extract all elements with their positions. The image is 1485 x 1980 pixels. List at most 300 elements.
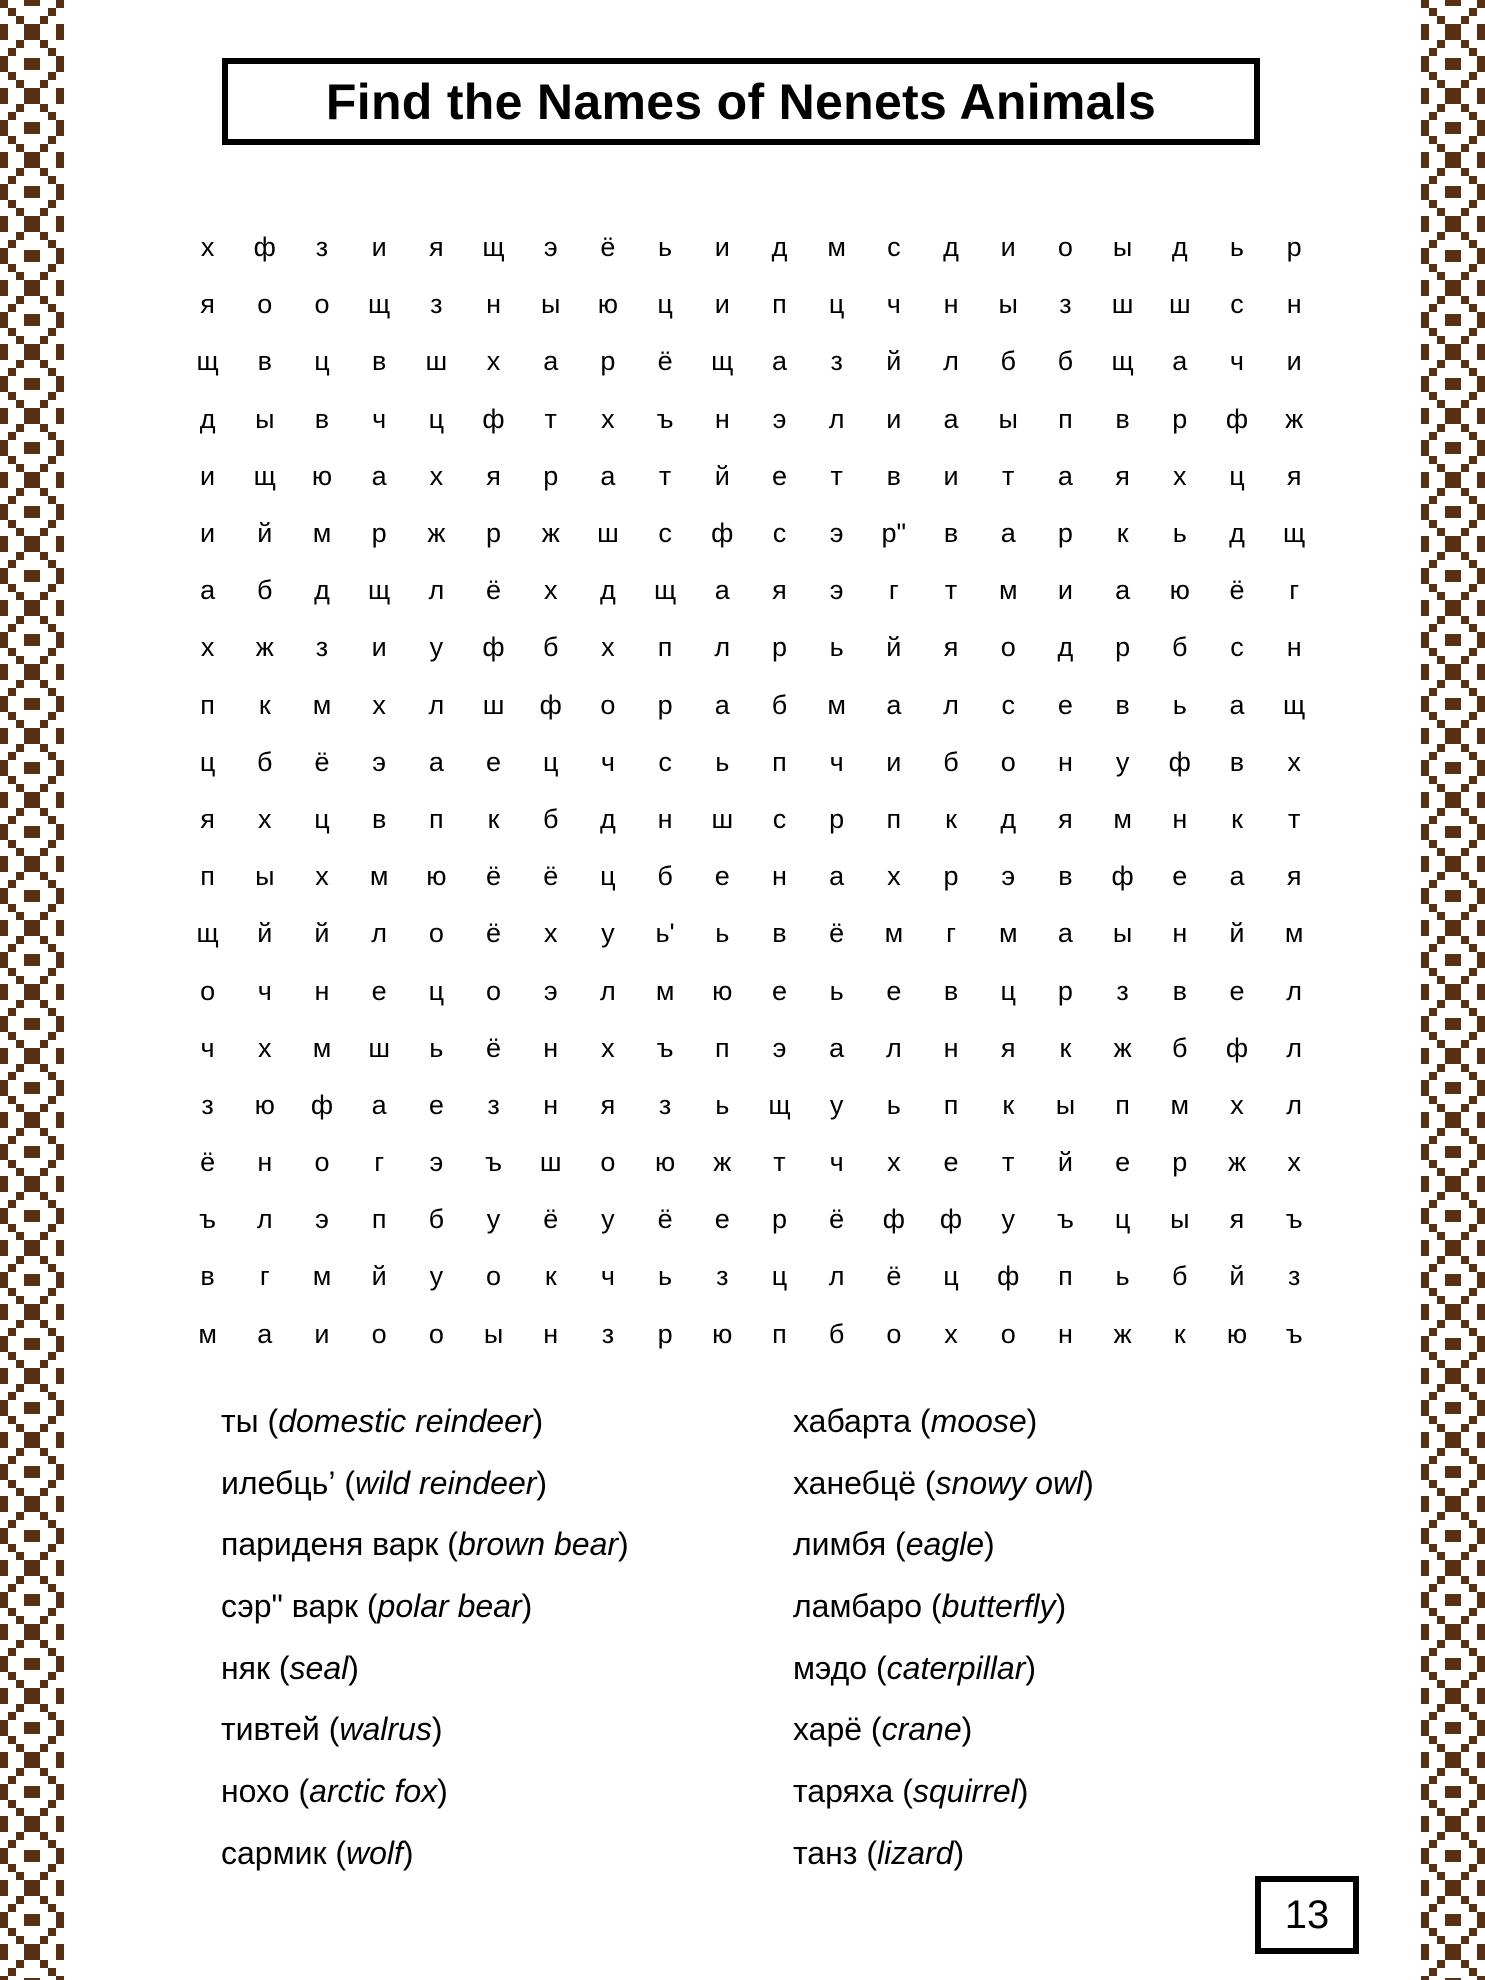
grid-cell[interactable]: щ [1283,518,1306,549]
grid-cell[interactable]: ф [253,232,276,263]
grid-cell[interactable]: ф [939,1204,963,1235]
grid-cell[interactable]: р [1172,1147,1188,1178]
grid-cell[interactable]: с [772,518,787,549]
grid-cell[interactable]: ш [425,346,448,377]
grid-cell[interactable]: й [257,518,273,549]
grid-cell[interactable]: ч [600,1261,615,1292]
grid-cell[interactable]: м [1170,1089,1190,1120]
grid-cell[interactable]: х [486,346,501,377]
grid-cell[interactable]: ц [828,289,845,320]
grid-cell[interactable]: р [1286,232,1302,263]
grid-cell[interactable]: ё [886,1261,902,1292]
grid-cell[interactable]: ш [711,803,734,834]
grid-cell[interactable]: ц [1229,460,1245,491]
grid-cell[interactable]: а [829,861,845,892]
grid-cell[interactable]: м [312,518,332,549]
grid-cell[interactable]: о [600,689,616,720]
grid-cell[interactable]: в [1058,861,1073,892]
grid-cell[interactable]: п [1058,1261,1073,1292]
grid-cell[interactable]: п [200,689,215,720]
grid-cell[interactable]: х [944,1318,958,1349]
grid-cell[interactable]: э [829,575,844,606]
grid-cell[interactable]: з [430,289,443,320]
grid-cell[interactable]: ц [428,403,445,434]
grid-cell[interactable]: ж [1113,1032,1132,1063]
grid-cell[interactable]: ц [1000,975,1016,1006]
grid-cell[interactable]: х [887,1147,901,1178]
grid-cell[interactable]: х [1230,1089,1244,1120]
grid-cell[interactable]: ъ [199,1204,217,1235]
grid-cell[interactable]: с [1230,632,1244,663]
grid-cell[interactable]: б [542,803,559,834]
grid-cell[interactable]: р [543,460,559,491]
grid-cell[interactable]: х [601,403,615,434]
grid-cell[interactable]: щ [196,346,219,377]
grid-cell[interactable]: л [714,632,731,663]
grid-cell[interactable]: м [884,918,904,949]
grid-cell[interactable]: н [657,803,673,834]
grid-cell[interactable]: н [943,289,959,320]
grid-cell[interactable]: л [1286,1089,1303,1120]
grid-cell[interactable]: о [371,1318,387,1349]
grid-cell[interactable]: я [600,1089,616,1120]
grid-cell[interactable]: ё [200,1147,216,1178]
grid-cell[interactable]: р [771,1204,787,1235]
grid-cell[interactable]: е [371,975,387,1006]
grid-cell[interactable]: л [885,1032,902,1063]
grid-cell[interactable]: и [943,460,959,491]
grid-cell[interactable]: ы [483,1318,504,1349]
grid-cell[interactable]: щ [768,1089,791,1120]
grid-cell[interactable]: р [486,518,502,549]
grid-cell[interactable]: п [200,861,215,892]
grid-cell[interactable]: ь [658,232,673,263]
grid-cell[interactable]: о [314,289,330,320]
grid-cell[interactable]: ё [486,918,502,949]
grid-cell[interactable]: ё [829,918,845,949]
grid-cell[interactable]: з [830,346,843,377]
grid-cell[interactable]: ю [597,289,619,320]
grid-cell[interactable]: й [886,632,902,663]
grid-cell[interactable]: л [371,918,388,949]
grid-cell[interactable]: м [1284,918,1304,949]
grid-cell[interactable]: э [543,232,558,263]
grid-cell[interactable]: э [543,975,558,1006]
grid-cell[interactable]: ь [715,746,730,777]
grid-cell[interactable]: ц [314,803,330,834]
grid-cell[interactable]: у [486,1204,501,1235]
grid-cell[interactable]: п [1115,1089,1130,1120]
grid-cell[interactable]: п [772,289,787,320]
grid-cell[interactable]: х [543,918,558,949]
grid-cell[interactable]: з [658,1089,672,1120]
grid-cell[interactable]: п [943,1089,959,1120]
grid-cell[interactable]: я [1000,1032,1016,1063]
grid-cell[interactable]: ы [1170,1204,1190,1235]
grid-cell[interactable]: ф [1111,861,1134,892]
grid-cell[interactable]: й [714,460,730,491]
grid-cell[interactable]: п [429,803,444,834]
grid-cell[interactable]: и [371,232,387,263]
grid-cell[interactable]: о [314,1147,330,1178]
grid-cell[interactable]: а [1229,689,1245,720]
grid-cell[interactable]: з [1059,289,1072,320]
grid-cell[interactable]: о [1057,232,1073,263]
grid-cell[interactable]: б [257,575,273,606]
grid-cell[interactable]: ь [429,1032,444,1063]
grid-cell[interactable]: е [886,975,902,1006]
grid-cell[interactable]: ъ [1056,1204,1074,1235]
grid-cell[interactable]: в [1172,975,1187,1006]
grid-cell[interactable]: н [1057,1318,1073,1349]
grid-cell[interactable]: б [657,861,673,892]
grid-cell[interactable]: с [1230,289,1244,320]
grid-cell[interactable]: а [200,575,216,606]
grid-cell[interactable]: щ [368,575,391,606]
grid-cell[interactable]: р [943,861,959,892]
grid-cell[interactable]: ю [311,460,333,491]
grid-cell[interactable]: я [1286,861,1302,892]
grid-cell[interactable]: в [943,975,959,1006]
grid-cell[interactable]: н [543,1089,559,1120]
grid-cell[interactable]: к [1173,1318,1186,1349]
grid-cell[interactable]: ё [486,861,502,892]
grid-cell[interactable]: м [312,1261,332,1292]
grid-cell[interactable]: ё [543,861,559,892]
grid-cell[interactable]: е [1172,861,1188,892]
grid-cell[interactable]: ь [715,918,730,949]
grid-cell[interactable]: х [1287,1147,1301,1178]
grid-cell[interactable]: й [1229,1261,1245,1292]
grid-cell[interactable]: к [1059,1032,1072,1063]
grid-cell[interactable]: е [771,460,787,491]
grid-cell[interactable]: л [600,975,616,1006]
grid-cell[interactable]: я [200,289,215,320]
grid-cell[interactable]: а [371,1089,387,1120]
grid-cell[interactable]: т [944,575,958,606]
grid-cell[interactable]: с [1001,689,1015,720]
grid-cell[interactable]: й [314,918,330,949]
grid-cell[interactable]: л [428,575,445,606]
grid-cell[interactable]: в [772,918,787,949]
grid-cell[interactable]: ё [314,746,330,777]
grid-cell[interactable]: ы [998,403,1018,434]
grid-cell[interactable]: й [1057,1147,1073,1178]
grid-cell[interactable]: б [1172,1261,1188,1292]
grid-cell[interactable]: н [1172,803,1188,834]
grid-cell[interactable]: ф [1225,1032,1249,1063]
grid-cell[interactable]: н [772,861,787,892]
grid-cell[interactable]: ы [1112,232,1133,263]
grid-cell[interactable]: и [314,1318,330,1349]
grid-cell[interactable]: э [829,518,844,549]
grid-cell[interactable]: б [1057,346,1074,377]
grid-cell[interactable]: а [428,746,444,777]
grid-cell[interactable]: щ [1283,689,1306,720]
grid-cell[interactable]: з [601,1318,615,1349]
grid-cell[interactable]: ь [1229,232,1244,263]
grid-cell[interactable]: м [369,861,389,892]
grid-cell[interactable]: е [771,975,787,1006]
grid-cell[interactable]: э [772,403,787,434]
grid-cell[interactable]: е [714,1204,730,1235]
grid-cell[interactable]: ь [715,1089,730,1120]
grid-cell[interactable]: ё [829,1204,845,1235]
grid-cell[interactable]: х [315,861,329,892]
grid-cell[interactable]: н [1172,918,1188,949]
grid-cell[interactable]: б [428,1204,445,1235]
grid-cell[interactable]: о [428,918,444,949]
grid-cell[interactable]: ъ [656,403,674,434]
grid-cell[interactable]: ь [829,632,844,663]
grid-cell[interactable]: с [658,746,672,777]
grid-cell[interactable]: ж [1113,1318,1132,1349]
grid-cell[interactable]: х [1173,460,1187,491]
grid-cell[interactable]: ф [482,632,505,663]
grid-cell[interactable]: е [714,861,730,892]
grid-cell[interactable]: ч [886,289,901,320]
grid-cell[interactable]: щ [711,346,734,377]
grid-cell[interactable]: я [1115,460,1130,491]
grid-cell[interactable]: з [1116,975,1129,1006]
grid-cell[interactable]: х [1287,746,1301,777]
grid-cell[interactable]: ю [1169,575,1190,606]
grid-cell[interactable]: н [257,1147,273,1178]
grid-cell[interactable]: б [828,1318,845,1349]
grid-cell[interactable]: а [543,346,559,377]
grid-cell[interactable]: а [257,1318,273,1349]
grid-cell[interactable]: л [428,689,445,720]
grid-cell[interactable]: ц [771,1261,788,1292]
grid-cell[interactable]: д [1057,632,1074,663]
grid-cell[interactable]: в [371,346,387,377]
grid-cell[interactable]: ы [1055,1089,1076,1120]
grid-cell[interactable]: п [886,803,902,834]
grid-cell[interactable]: ц [314,346,330,377]
grid-cell[interactable]: н [314,975,330,1006]
grid-cell[interactable]: р [829,803,845,834]
grid-cell[interactable]: т [658,460,672,491]
grid-cell[interactable]: о [486,975,502,1006]
grid-cell[interactable]: л [828,403,845,434]
grid-cell[interactable]: к [544,1261,557,1292]
grid-cell[interactable]: б [1172,632,1188,663]
grid-cell[interactable]: э [315,1204,329,1235]
grid-cell[interactable]: е [1057,689,1073,720]
grid-cell[interactable]: р [1057,975,1073,1006]
grid-cell[interactable]: б [771,689,788,720]
grid-cell[interactable]: ц [657,289,673,320]
grid-cell[interactable]: ж [255,632,274,663]
grid-cell[interactable]: у [429,632,444,663]
grid-cell[interactable]: а [829,1032,845,1063]
grid-cell[interactable]: к [1231,803,1243,834]
grid-cell[interactable]: ь [1115,1261,1130,1292]
grid-cell[interactable]: х [601,632,615,663]
grid-cell[interactable]: к [487,803,500,834]
grid-cell[interactable]: о [1000,746,1016,777]
grid-cell[interactable]: а [1229,861,1245,892]
grid-cell[interactable]: р [657,689,673,720]
grid-cell[interactable]: и [200,518,216,549]
grid-cell[interactable]: р [600,346,616,377]
grid-cell[interactable]: а [1057,460,1073,491]
grid-cell[interactable]: у [429,1261,444,1292]
grid-cell[interactable]: и [1057,575,1073,606]
grid-cell[interactable]: я [1058,803,1073,834]
grid-cell[interactable]: ё [1229,575,1245,606]
grid-cell[interactable]: м [1113,803,1132,834]
grid-cell[interactable]: з [201,1089,214,1120]
grid-cell[interactable]: р" [881,518,907,549]
grid-cell[interactable]: я [943,632,959,663]
grid-cell[interactable]: е [428,1089,444,1120]
grid-cell[interactable]: а [600,460,616,491]
grid-cell[interactable]: ш [1111,289,1134,320]
grid-cell[interactable]: р [1115,632,1131,663]
grid-cell[interactable]: д [1000,803,1017,834]
grid-cell[interactable]: т [1002,460,1015,491]
grid-cell[interactable]: х [601,1032,615,1063]
grid-cell[interactable]: ч [829,1147,844,1178]
grid-cell[interactable]: г [888,575,899,606]
grid-cell[interactable]: л [256,1204,273,1235]
grid-cell[interactable]: у [601,918,615,949]
grid-cell[interactable]: н [486,289,501,320]
grid-cell[interactable]: д [943,232,959,263]
grid-cell[interactable]: в [943,518,959,549]
grid-cell[interactable]: я [772,575,787,606]
grid-cell[interactable]: н [543,1318,559,1349]
grid-cell[interactable]: ц [542,746,559,777]
grid-cell[interactable]: ж [713,1147,732,1178]
grid-cell[interactable]: и [714,232,730,263]
grid-cell[interactable]: к [945,803,957,834]
grid-cell[interactable]: к [1116,518,1129,549]
grid-cell[interactable]: в [371,803,387,834]
grid-cell[interactable]: м [655,975,675,1006]
grid-cell[interactable]: х [543,575,558,606]
grid-cell[interactable]: а [886,689,902,720]
grid-cell[interactable]: т [830,460,843,491]
grid-cell[interactable]: з [315,632,329,663]
grid-cell[interactable]: ъ [1285,1204,1303,1235]
grid-cell[interactable]: ж [1285,403,1304,434]
grid-cell[interactable]: а [771,346,787,377]
grid-cell[interactable]: с [772,803,787,834]
grid-cell[interactable]: в [1115,403,1130,434]
grid-cell[interactable]: р [657,1318,673,1349]
grid-cell[interactable]: л [1286,1032,1303,1063]
grid-cell[interactable]: ф [482,403,505,434]
grid-cell[interactable]: н [543,1032,559,1063]
grid-cell[interactable]: ы [255,861,275,892]
grid-cell[interactable]: п [371,1204,387,1235]
grid-cell[interactable]: ъ [485,1147,502,1178]
grid-cell[interactable]: й [371,1261,387,1292]
grid-cell[interactable]: ю [712,1318,733,1349]
grid-cell[interactable]: г [1289,575,1300,606]
grid-cell[interactable]: х [258,803,272,834]
grid-cell[interactable]: н [714,403,730,434]
grid-cell[interactable]: у [1115,746,1130,777]
grid-cell[interactable]: ц [600,861,616,892]
grid-cell[interactable]: ф [310,1089,334,1120]
grid-cell[interactable]: ф [539,689,562,720]
grid-cell[interactable]: ё [486,1032,502,1063]
grid-cell[interactable]: ф [711,518,734,549]
grid-cell[interactable]: м [998,918,1018,949]
grid-cell[interactable]: о [200,975,216,1006]
grid-cell[interactable]: й [257,918,273,949]
grid-cell[interactable]: й [886,346,902,377]
grid-cell[interactable]: ё [543,1204,559,1235]
grid-cell[interactable]: с [887,232,901,263]
grid-cell[interactable]: н [1057,746,1073,777]
grid-cell[interactable]: э [429,1147,444,1178]
grid-cell[interactable]: и [714,289,730,320]
grid-cell[interactable]: п [657,632,673,663]
grid-cell[interactable]: ч [600,746,615,777]
grid-cell[interactable]: ж [1227,1147,1246,1178]
grid-cell[interactable]: л [943,346,959,377]
grid-cell[interactable]: ю [654,1147,676,1178]
grid-cell[interactable]: ф [1168,746,1191,777]
grid-cell[interactable]: ё [486,575,502,606]
grid-cell[interactable]: а [943,403,959,434]
grid-cell[interactable]: ё [657,1204,673,1235]
grid-cell[interactable]: п [772,1318,787,1349]
grid-cell[interactable]: т [1287,803,1301,834]
grid-cell[interactable]: ы [541,289,561,320]
grid-cell[interactable]: в [1229,746,1245,777]
grid-cell[interactable]: в [886,460,902,491]
grid-cell[interactable]: м [198,1318,217,1349]
grid-cell[interactable]: ь [1172,689,1187,720]
grid-cell[interactable]: о [1000,632,1016,663]
grid-cell[interactable]: э [772,1032,787,1063]
grid-cell[interactable]: ъ [1285,1318,1303,1349]
grid-cell[interactable]: з [487,1089,500,1120]
grid-cell[interactable]: у [829,1089,844,1120]
grid-cell[interactable]: д [314,575,330,606]
grid-cell[interactable]: я [1229,1204,1245,1235]
grid-cell[interactable]: л [1286,975,1303,1006]
grid-cell[interactable]: и [886,746,902,777]
grid-cell[interactable]: ш [368,1032,390,1063]
grid-cell[interactable]: е [1229,975,1245,1006]
grid-cell[interactable]: л [828,1261,845,1292]
grid-cell[interactable]: о [428,1318,444,1349]
grid-cell[interactable]: ф [1225,403,1249,434]
grid-cell[interactable]: р [1057,518,1073,549]
grid-cell[interactable]: з [716,1261,729,1292]
grid-cell[interactable]: ш [597,518,619,549]
grid-cell[interactable]: ш [539,1147,562,1178]
grid-cell[interactable]: п [772,746,787,777]
grid-cell[interactable]: ц [199,746,216,777]
grid-cell[interactable]: м [827,689,846,720]
grid-cell[interactable]: ю [254,1089,275,1120]
grid-cell[interactable]: р [1172,403,1188,434]
grid-cell[interactable]: х [887,861,901,892]
grid-cell[interactable]: д [771,232,788,263]
grid-cell[interactable]: т [544,403,557,434]
grid-cell[interactable]: а [1172,346,1188,377]
grid-cell[interactable]: й [1229,918,1245,949]
grid-cell[interactable]: ь [658,1261,673,1292]
grid-cell[interactable]: в [314,403,330,434]
